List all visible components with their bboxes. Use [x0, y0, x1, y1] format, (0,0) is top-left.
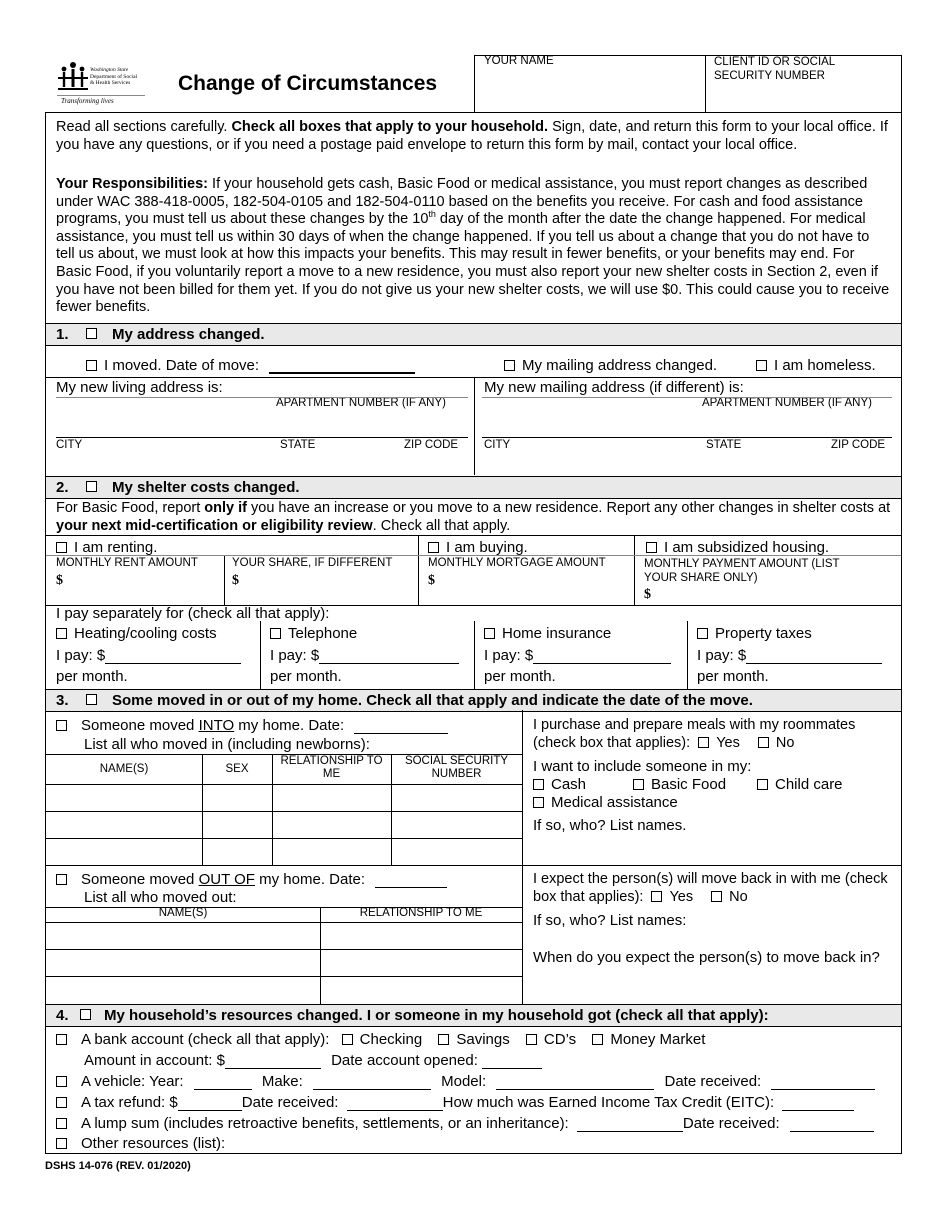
living-city-label: CITY — [56, 439, 83, 451]
other-resources-row: Other resources (list): — [56, 1135, 225, 1152]
basic-food-row: Basic Food — [633, 776, 726, 793]
share-amount-field[interactable] — [244, 571, 412, 591]
home-insurance-row: Home insurance — [484, 625, 611, 642]
other-resources-checkbox[interactable] — [56, 1138, 67, 1149]
vehicle-model-field[interactable] — [496, 1075, 654, 1090]
logo-line-1: Washington State — [90, 67, 129, 73]
section-4-title: My household’s resources changed. I or someone in my household got (check all that apply): — [104, 1007, 769, 1024]
moved-in-row-2[interactable] — [48, 813, 520, 836]
your-name-field[interactable] — [478, 70, 702, 108]
mortgage-label: MONTHLY MORTGAGE AMOUNT — [428, 557, 606, 569]
moved-into-checkbox[interactable] — [56, 720, 67, 731]
lump-sum-checkbox[interactable] — [56, 1118, 67, 1129]
section-2-title: My shelter costs changed. — [112, 479, 300, 496]
your-name-label: YOUR NAME — [484, 55, 554, 67]
tax-refund-date-field[interactable] — [347, 1096, 443, 1111]
buying-row: I am buying. — [428, 539, 528, 556]
bank-account-checkbox[interactable] — [56, 1034, 67, 1045]
if-so-who-names-label: If so, who? List names: — [533, 912, 687, 929]
change-of-circumstances-form — [45, 112, 902, 1154]
share-dollar: $ — [232, 573, 239, 588]
telephone-pay-row: I pay: $ — [270, 647, 459, 664]
moved-in-row-1[interactable] — [48, 786, 520, 809]
mailing-state-label: STATE — [706, 439, 742, 451]
out-col-relationship-header: RELATIONSHIP TO ME — [359, 907, 483, 919]
home-insurance-per-month: per month. — [484, 668, 556, 685]
logo-line-2: Department of Social — [90, 73, 138, 80]
list-moved-in-label: List all who moved in (including newborns): — [84, 736, 370, 753]
mailing-apt-label: APARTMENT NUMBER (IF ANY) — [702, 397, 872, 409]
payment-amount-field[interactable] — [656, 585, 896, 603]
account-amount-row: Amount in account: $ Date account opened: — [84, 1052, 542, 1069]
rent-amount-label: MONTHLY RENT AMOUNT — [56, 557, 198, 569]
moved-checkbox[interactable] — [86, 360, 97, 371]
meals-no-checkbox[interactable] — [758, 737, 769, 748]
child-care-checkbox[interactable] — [757, 779, 768, 790]
property-taxes-amount-field[interactable] — [746, 649, 882, 664]
mailing-address-label: My new mailing address (if different) is: — [484, 379, 744, 396]
heating-checkbox[interactable] — [56, 628, 67, 639]
resources-changed-checkbox[interactable] — [80, 1009, 91, 1020]
moved-in-table — [46, 754, 522, 865]
savings-checkbox[interactable] — [438, 1034, 449, 1045]
mailing-street-field[interactable] — [482, 411, 892, 435]
renting-row: I am renting. — [56, 539, 157, 556]
living-apt-label: APARTMENT NUMBER (IF ANY) — [276, 397, 446, 409]
vehicle-row: A vehicle: Year: Make: Model: Date received: — [56, 1073, 875, 1090]
meals-question: I purchase and prepare meals with my roommates (check box that applies): Yes No — [533, 717, 856, 751]
cds-checkbox[interactable] — [526, 1034, 537, 1045]
pay-separately-label: I pay separately for (check all that apply): — [56, 605, 330, 622]
moved-out-row-1[interactable] — [48, 924, 520, 947]
col-ssn-header: SOCIAL SECURITY NUMBER — [404, 755, 509, 780]
subsidized-row: I am subsidized housing. — [646, 539, 829, 556]
telephone-amount-field[interactable] — [319, 649, 459, 664]
living-state-label: STATE — [280, 439, 316, 451]
mortgage-amount-field[interactable] — [440, 571, 628, 591]
address-changed-checkbox[interactable] — [86, 328, 97, 339]
cash-row: Cash — [533, 776, 586, 793]
bank-account-row: A bank account (check all that apply): Checking Savings CD’s Money Market — [56, 1031, 705, 1048]
intro-paragraph-2: Your Responsibilities: If your household gets cash, Basic Food or medical assistance, you must report changes as described under WAC 388-418-0005, 182-504-0105 and 182-504-0110 based on the benefits you receive. For cash and food assistance programs, you must tell us about these changes by the 10th day of the month after the date the change happened. For medical assistance, you must tell us within 30 days of when the change happened. If you tell us about a change that you do not have to tell us about, we must look at how this impacts your benefits. This may result in fewer benefits, or your benefits may end. For Basic Food, if you voluntarily report a move to a new residence, you must also report your new shelter costs in Section 2, even if you have not been billed for them yet. If you do not give us your new shelter costs, we will use $0. This could cause you to receive fewer benefits. — [56, 176, 890, 316]
medical-checkbox[interactable] — [533, 797, 544, 808]
lump-sum-row: A lump sum (includes retroactive benefits, settlements, or an inheritance): Date received: — [56, 1115, 874, 1132]
moved-out-row-2[interactable] — [48, 951, 520, 974]
moved-out-date-field[interactable] — [375, 873, 447, 888]
move-date-field[interactable] — [269, 358, 415, 374]
section-4-header: 4. My household’s resources changed. I or someone in my household got (check all that apply): — [46, 1004, 901, 1027]
home-insurance-checkbox[interactable] — [484, 628, 495, 639]
heating-row: Heating/cooling costs — [56, 625, 217, 642]
moved-out-table — [46, 907, 522, 1004]
payment-dollar: $ — [644, 587, 651, 602]
vehicle-make-field[interactable] — [313, 1075, 431, 1090]
telephone-per-month: per month. — [270, 668, 342, 685]
heating-pay-row: I pay: $ — [56, 647, 241, 664]
expect-question: I expect the person(s) will move back in with me (check box that applies): Yes No — [533, 871, 888, 905]
moved-out-row: Someone moved OUT OF my home. Date: — [56, 871, 447, 888]
col-names-header: NAME(S) — [99, 763, 149, 775]
buying-checkbox[interactable] — [428, 542, 439, 553]
telephone-checkbox[interactable] — [270, 628, 281, 639]
other-resources-field[interactable] — [246, 1133, 886, 1151]
subsidized-checkbox[interactable] — [646, 542, 657, 553]
property-taxes-checkbox[interactable] — [697, 628, 708, 639]
expect-yes-checkbox[interactable] — [651, 891, 662, 902]
vehicle-year-field[interactable] — [194, 1075, 252, 1090]
intro-paragraph-1: Read all sections carefully. Check all boxes that apply to your household. Sign, date, and return this form to your local office. If you have any questions, or if you need a postage paid envelope to return this form by mail, contact your local office. — [56, 119, 888, 153]
meals-yes-checkbox[interactable] — [698, 737, 709, 748]
tax-refund-row: A tax refund: $ Date received: How much was Earned Income Tax Credit (EITC): — [56, 1094, 854, 1111]
page-title: Change of Circumstances — [178, 72, 438, 95]
mortgage-dollar: $ — [428, 573, 435, 588]
mailing-changed-row: My mailing address changed. — [504, 357, 717, 374]
if-so-who-label: If so, who? List names. — [533, 817, 687, 834]
col-sex-header: SEX — [225, 763, 249, 775]
client-id-field[interactable] — [709, 85, 897, 109]
dshs-logo — [57, 60, 147, 108]
list-moved-out-label: List all who moved out: — [84, 889, 237, 906]
your-share-label: YOUR SHARE, IF DIFFERENT — [232, 557, 393, 569]
living-zip-label: ZIP CODE — [404, 439, 459, 451]
basic-food-checkbox[interactable] — [633, 779, 644, 790]
rent-amount-field[interactable] — [68, 571, 218, 591]
living-street-field[interactable] — [56, 411, 468, 435]
medical-row: Medical assistance — [533, 794, 678, 811]
cash-checkbox[interactable] — [533, 779, 544, 790]
vehicle-date-field[interactable] — [771, 1075, 875, 1090]
checking-checkbox[interactable] — [342, 1034, 353, 1045]
eitc-amount-field[interactable] — [782, 1096, 854, 1111]
section-2-intro: For Basic Food, report only if you have an increase or you move to a new residence. Report any other changes in shelter costs at your next mid-certification or eligibility review. Check all that apply. — [56, 500, 891, 534]
moved-into-date-field[interactable] — [354, 719, 448, 734]
client-id-label: CLIENT ID OR SOCIAL SECURITY NUMBER — [714, 56, 835, 82]
tax-refund-amount-field[interactable] — [178, 1096, 242, 1111]
form-id: DSHS 14-076 (REV. 01/2020) — [45, 1160, 191, 1172]
home-insurance-pay-row: I pay: $ — [484, 647, 671, 664]
account-opened-field[interactable] — [482, 1054, 542, 1069]
account-amount-field[interactable] — [225, 1054, 321, 1069]
col-relationship-header: RELATIONSHIP TO ME — [280, 755, 383, 780]
when-move-back-label: When do you expect the person(s) to move back in? — [533, 949, 880, 966]
logo-tagline: Transforming lives — [61, 97, 114, 105]
homeless-checkbox[interactable] — [756, 360, 767, 371]
out-col-names-header: NAME(S) — [158, 907, 208, 919]
logo-line-3: & Health Services — [90, 80, 131, 86]
mailing-city-label: CITY — [484, 439, 511, 451]
moved-into-row: Someone moved INTO my home. Date: — [56, 717, 448, 734]
lump-sum-amount-field[interactable] — [577, 1117, 683, 1132]
vehicle-checkbox[interactable] — [56, 1076, 67, 1087]
moved-in-out-checkbox[interactable] — [86, 694, 97, 705]
property-taxes-per-month: per month. — [697, 668, 769, 685]
dshs-logo-icon — [57, 60, 89, 94]
moved-out-checkbox[interactable] — [56, 874, 67, 885]
moved-row: I moved. Date of move: — [86, 357, 415, 374]
homeless-row: I am homeless. — [756, 357, 876, 374]
section-1-header: 1. My address changed. — [46, 323, 901, 346]
mailing-changed-checkbox[interactable] — [504, 360, 515, 371]
money-market-checkbox[interactable] — [592, 1034, 603, 1045]
tax-refund-checkbox[interactable] — [56, 1097, 67, 1108]
rent-dollar: $ — [56, 573, 63, 588]
property-taxes-row: Property taxes — [697, 625, 812, 642]
lump-sum-date-field[interactable] — [790, 1117, 874, 1132]
child-care-row: Child care — [757, 776, 843, 793]
expect-no-checkbox[interactable] — [711, 891, 722, 902]
payment-label: MONTHLY PAYMENT AMOUNT (LIST YOUR SHARE ONLY) — [644, 558, 840, 584]
include-label: I want to include someone in my: — [533, 758, 752, 775]
heating-per-month: per month. — [56, 668, 128, 685]
section-1-title: My address changed. — [112, 326, 265, 343]
home-insurance-amount-field[interactable] — [533, 649, 671, 664]
heating-amount-field[interactable] — [105, 649, 241, 664]
moved-in-row-3[interactable] — [48, 840, 520, 863]
section-2-header: 2. My shelter costs changed. — [46, 476, 901, 499]
living-address-label: My new living address is: — [56, 379, 223, 396]
property-taxes-pay-row: I pay: $ — [697, 647, 882, 664]
renting-checkbox[interactable] — [56, 542, 67, 553]
telephone-row: Telephone — [270, 625, 357, 642]
moved-out-row-3[interactable] — [48, 978, 520, 1001]
section-3-title: Some moved in or out of my home. Check all that apply and indicate the date of the move. — [112, 692, 753, 709]
section-3-header: 3. Some moved in or out of my home. Check all that apply and indicate the date of the move. — [46, 689, 901, 712]
mailing-zip-label: ZIP CODE — [831, 439, 886, 451]
shelter-changed-checkbox[interactable] — [86, 481, 97, 492]
